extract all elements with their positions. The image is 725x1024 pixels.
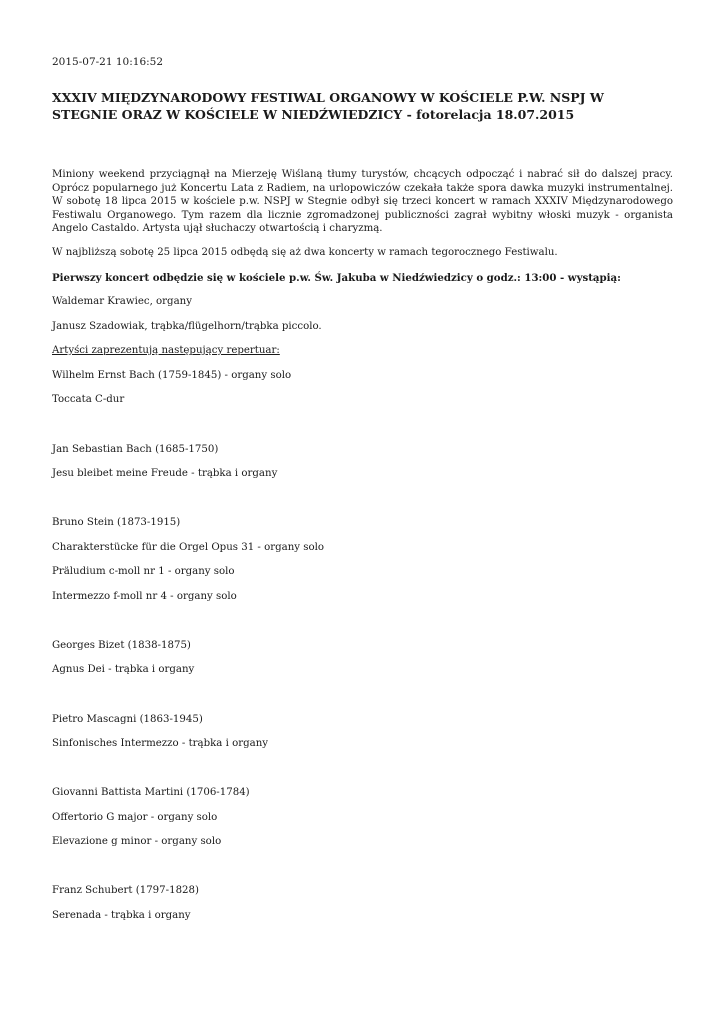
repertoire-composer: Pietro Mascagni (1863-1945) (52, 714, 203, 725)
next-concerts-text: W najbliższą sobotę 25 lipca 2015 odbędą się aż dwa koncerty w ramach tegorocznego Festiwalu. (52, 247, 558, 258)
timestamp: 2015-07-21 10:16:52 (52, 56, 164, 68)
repertoire-piece: Offertorio G major - organy solo (52, 812, 218, 823)
performer-line: Waldemar Krawiec, organy (52, 296, 192, 307)
repertoire-piece: Toccata C-dur (52, 394, 125, 405)
repertoire-composer: Jan Sebastian Bach (1685-1750) (52, 444, 219, 455)
repertoire-composer: Wilhelm Ernst Bach (1759-1845) - organy solo (52, 370, 292, 381)
first-concert-text: Pierwszy koncert odbędzie się w kościele p.w. Św. Jakuba w Niedźwiedzicy o godz.: 13:00 - wystąpią: (52, 272, 621, 284)
repertoire-composer: Georges Bizet (1838-1875) (52, 640, 191, 651)
intro-paragraph: Miniony weekend przyciągnął na Mierzeję Wiślaną tłumy turystów, chcących odpocząć i nabrać sił do dalszej pracy. Oprócz popularnego już Koncertu Lata z Radiem, na urlopowiczów czekała także spora dawka muzyki instrumentalnej. W sobotę 18 lipca 2015 w kościele p.w. NSPJ w Stegnie odbył się trzeci koncert w ramach XXXIV Międzynarodowego Festiwalu Organowego. Tym razem dla licznie zgromadzonej publiczności zagrał wybitny włoski muzyk - organista Angelo Castaldo. Artysta ujął słuchaczy otwartością i charyzmą. (52, 169, 673, 234)
repertoire-piece: Intermezzo f-moll nr 4 - organy solo (52, 591, 237, 602)
article-title: XXXIV MIĘDZYNARODOWY FESTIWAL ORGANOWY W KOŚCIELE P.W. NSPJ W STEGNIE ORAZ W KOŚCIELE W NIEDŹWIEDZICY - fotorelacja 18.07.2015 (52, 90, 604, 122)
repertoire-piece: Agnus Dei - trąbka i organy (52, 664, 195, 675)
repertoire-piece: Präludium c-moll nr 1 - organy solo (52, 566, 235, 577)
repertoire-piece: Serenada - trąbka i organy (52, 910, 191, 921)
repertoire-piece: Charakterstücke für die Orgel Opus 31 - organy solo (52, 542, 325, 553)
repertoire-composer: Giovanni Battista Martini (1706-1784) (52, 787, 250, 798)
repertoire-composer: Bruno Stein (1873-1915) (52, 517, 181, 528)
performer-line: Janusz Szadowiak, trąbka/flügelhorn/trąbka piccolo. (52, 321, 322, 332)
repertoire-piece: Sinfonisches Intermezzo - trąbka i organy (52, 738, 269, 749)
repertoire-piece: Jesu bleibet meine Freude - trąbka i organy (52, 468, 278, 479)
repertoire-composer: Franz Schubert (1797-1828) (52, 885, 199, 896)
repertoire-piece: Elevazione g minor - organy solo (52, 836, 222, 847)
document-page (52, 0, 673, 1024)
repertoire-heading: Artyści zaprezentują następujący repertuar: (52, 345, 280, 356)
